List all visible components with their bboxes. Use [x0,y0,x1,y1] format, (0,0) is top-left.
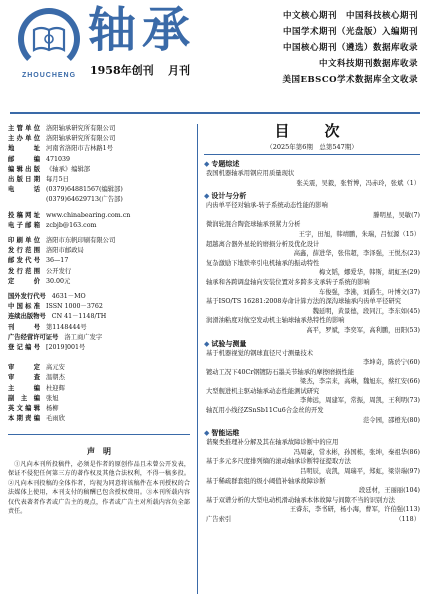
toc-article-authors: 王睿东，李书研，杨小海，曹军，许伯强(113) [289,506,420,514]
masthead-row [8,195,194,205]
masthead-row-label: 电话 [8,186,40,194]
masthead-row-value: 洛阳市邮政局 [46,247,84,255]
column-divider [197,124,198,594]
masthead-row-value: 洛阳轴承研究所有限公司 [46,125,116,132]
toc-article-authors: 车俊强，李沸，刘爵生，叶博文(37) [318,288,420,296]
toc-article-title[interactable]: 微润轮混合陶瓷球轴承预紧力分析 [206,221,301,229]
editor-row [8,394,194,404]
editor-row-value: 高元安 [46,364,65,372]
masthead-row [8,302,194,312]
masthead-row-value: 36—17 [46,257,69,265]
toc-section-heading [204,158,420,169]
masthead-row-value: (0379)64881567(编辑部) [46,186,123,194]
toc-article-authors: 高鑫，薛进华，张伟超，李泽强，王悦杰(23) [293,250,420,258]
masthead-row-label: 投稿网址 [8,211,40,219]
logo-latin-text: ZHOUCHENG [21,72,77,79]
masthead-row [8,211,194,221]
editor-row-value: 毛雨欣 [46,415,65,423]
masthead-row-label: 印刷单位 [8,237,40,245]
toc-article-title[interactable]: 基于双谱分析的大型电动机滑动轴承本体故障与间隙不当的识别方法 [206,496,395,504]
masthead-row-label: 主管单位 [8,125,40,132]
editor-row [8,373,194,383]
masthead-row-label: 中国标准 [8,303,40,311]
declaration-paragraph: ①凡向本刊所投稿件，必须是作者的原创作品且未曾公开发表，保证不侵犯任何第三方的著作权及其他合法权利，不得一稿多投。②凡向本刊投稿的全体作者，均视为同意将该稿件在本刊授权的合法媒体上使用，本刊支付的稿酬已包含授权费用。③本刊所载内容仅代表著者作者或广告主的观点，作者或广告主对所载内容负全部责任。 [8,461,190,516]
masthead-row [8,175,194,185]
declaration-title: 声 明 [87,446,111,456]
masthead-row-label: 登记编号 [8,344,40,352]
editor-row-value: 温朝杰 [46,374,65,382]
masthead-row-value: www.chinabearing.com.cn [46,211,131,219]
masthead-row-value: [2019]001号 [46,344,86,352]
toc-article-authors: 梁杰，李宗来，高琳，魏旭东，蔡红安(66) [300,378,420,386]
masthead-row-label: 邮编 [8,155,40,163]
editor-row-value: 张旭 [46,394,59,402]
editor-row [8,404,194,414]
toc-article-authors: 张关震，吴毅，张哲博，冯赤玲，张斌（1） [296,179,420,187]
toc-section-heading [204,427,420,438]
editor-row-label: 审定 [8,364,40,372]
masthead-row-value: 公开发行 [46,267,72,275]
masthead-row-value: 《轴承》编辑部 [46,165,91,173]
toc-article-authors: 范令园，邵橙光(80) [362,416,420,424]
masthead-row [8,323,194,333]
index-badge: 美国EBSCO学术数据库全文收录 [282,75,418,85]
toc-article-authors: 梅文韬，娜爱华，韩斯，胡虹圣(29) [318,269,420,277]
masthead-row [8,292,194,302]
masthead-row-value: 河南省洛阳市吉林路1号 [46,145,113,153]
toc-section-name: 试验与测量 [211,338,247,348]
masthead-row [8,312,194,322]
masthead-row-label: 定价 [8,277,40,285]
toc-article-title[interactable]: 基于机器视觉的钢球直径尺寸测量技术 [206,349,314,357]
publication-frequency: 月刊 [168,64,190,77]
masthead-row-value: CN 41－1148/TH [51,313,107,321]
toc-article-title[interactable]: 基于多元多尺度排列熵的滚动轴承诊断特征提取方法 [206,458,351,466]
founded-year: 1958年创刊 [90,64,154,77]
editor-row-label: 本期责编 [8,415,40,423]
editor-row-label: 审查 [8,374,40,382]
masthead-row-value: (0379)64629713(广告部) [46,196,123,204]
open-book-icon [32,24,66,54]
masthead-row [8,185,194,195]
masthead-row-value: ISSN 1000－3762 [46,303,103,311]
toc-article-title[interactable]: 复杂激励下地铁牵引电机轴承的振动特性 [206,259,320,267]
ad-index-title: 广告索引 [206,516,232,523]
journal-brand: 轴承 [88,2,197,58]
toc-article-title[interactable]: 超越离合器外星轮的磨损分析及优化设计 [206,240,320,248]
index-badges [218,8,418,88]
toc-article-title[interactable]: 谐聚类推理补分解及其在轴承故障诊断中的应用 [206,439,339,447]
toc-article-authors: 段廷材，王丽丽(104) [358,487,420,495]
diamond-bullet-icon: ◆ [204,191,210,201]
toc-article-authors: 李坤奇，陈於宁(60) [362,359,420,367]
header-divider [10,112,420,114]
toc-article-authors: 滕明星，吴敏(7) [373,211,420,219]
masthead-row [8,277,194,287]
toc-article-title[interactable]: 大型舰进机主驱动轴承动态性能测试研究 [206,387,320,395]
editor-row [8,384,194,394]
masthead-row [8,134,194,144]
masthead-row [8,144,194,154]
masthead-row-label: 发行范围 [8,267,40,275]
toc-divider [204,154,420,155]
toc-section-heading [204,190,420,201]
masthead-row-value: 洛工商广发字 [64,333,103,341]
diamond-bullet-icon: ◆ [204,159,210,168]
editor-row-value: 杨柳 [46,405,59,413]
declaration-divider [8,434,190,435]
masthead-row [8,256,194,266]
toc-article-title[interactable]: 润滑油粘度对航空发动机主轴球轴承热特性的影响 [206,317,345,325]
toc-article-title[interactable]: 内齿单平径对轴承-转子系统动态性能的影响 [206,202,328,210]
masthead-row-label: 广告经营许可证号 [8,333,59,341]
toc-article-authors: 王宇，田旭，韩靖鹏，朱瑞，吕恒源（15） [298,230,420,238]
masthead-row-value: 471039 [46,155,71,163]
toc-article-title[interactable]: 轴瓦用小线径ZSnSb11Cu6合金丝的开发 [206,407,324,415]
diamond-bullet-icon: ◆ [204,428,210,438]
editor-row-label: 主编 [8,384,40,392]
masthead-row-value: 洛阳轴承研究所有限公司 [46,135,116,143]
masthead-row-label: 电子邮箱 [8,221,40,229]
diamond-bullet-icon: ◆ [204,338,210,348]
masthead-row-label: 国外发行代号 [8,293,46,301]
masthead-row-label [8,195,40,205]
masthead-row [8,155,194,165]
masthead-row-label: 主办单位 [8,135,40,143]
masthead-row-value: 洛阳市东帆印刷有限公司 [46,237,116,245]
toc-issue: （2025年第6期 总第547期） [266,143,358,151]
masthead-row-label: 出版日期 [8,176,40,184]
table-of-contents [204,118,420,525]
masthead-row-value: zcbjb@163.com [46,221,97,229]
toc-article-authors: 吕明辰，袁凯，周瑞平，郑虹，梁崇瑞(97) [300,468,420,476]
toc-ad-index[interactable] [204,515,420,525]
toc-article-authors: 李帅远，周建军，常振，周凯，王利明(73) [300,397,420,405]
editor-row [8,414,194,424]
toc-title: 目 次 [274,122,350,140]
toc-article-title[interactable]: 我国机器轴承用钢应用质量现状 [206,170,295,177]
toc-section-name: 设计与分析 [211,191,247,201]
toc-article-authors: 魏延明，黄景德，段同江，李东如(45) [312,307,420,315]
editor-row-label: 英文编辑 [8,405,40,413]
editor-row [8,363,194,373]
index-badge: 中文核心期刊 中国科技核心期刊 [282,11,418,21]
editor-row-value: 杜迎辉 [46,384,65,392]
toc-body [204,158,420,525]
journal-header [0,0,427,118]
toc-article-authors: 冯周豪，常永彬，孙国栋，张坤，秦祖华(86) [293,448,420,456]
toc-article-title[interactable]: 镀动工况下40Cr钢镀防石墨关节轴承的摩擦磨损性能 [206,368,355,376]
masthead-row-label: 编辑出版 [8,165,40,173]
masthead-row [8,236,194,246]
toc-article-authors: 高平，罗斌，李奕军，高利鹏，田阳(53) [306,326,420,334]
toc-article-title[interactable]: 基于ISO/TS 16281:2008寿命计算方法的深沟球轴承内齿单平径研究 [206,298,402,306]
masthead-row-value: 每月5日 [46,176,69,184]
masthead-row [8,267,194,277]
index-badge: 中文科技期刊数据库收录 [318,59,418,69]
declaration-body [8,460,190,516]
masthead-row [8,221,194,231]
masthead-row [8,333,194,343]
journal-logo [18,8,80,94]
masthead-row-value: 4631－MO [51,293,86,301]
masthead-row-label: 邮发代号 [8,257,40,265]
toc-section-name: 专题综述 [211,159,240,168]
masthead-row [8,246,194,256]
toc-section-name: 智能运维 [211,428,240,438]
masthead-info [8,124,194,424]
ad-index-page: （118） [395,516,420,523]
masthead-row-value: 第1148444号 [46,323,87,331]
toc-article-title[interactable]: 轴承和各跨调盘轴向安装位置对多跨多支承转子系统的影响 [206,278,370,286]
editor-row-label: 副主编 [8,394,40,402]
index-badge: 中国学术期刊（光盘版）入编期刊 [282,27,418,37]
masthead-row [8,165,194,175]
masthead-row-label: 发行范围 [8,247,40,255]
toc-article-title[interactable]: 基于稀疏群套组的级小阈值补轴承故障诊断 [206,477,326,485]
index-badge: 中国核心期刊（遴选）数据库收录 [282,43,418,53]
masthead-row [8,124,194,134]
masthead-row-label: 刊号 [8,323,40,331]
masthead-row-value: 30.00元 [46,277,71,285]
masthead-row [8,343,194,353]
toc-section-heading [204,338,420,349]
masthead-row-label: 地址 [8,145,40,153]
masthead-row-label: 连续出版物号 [8,313,46,321]
